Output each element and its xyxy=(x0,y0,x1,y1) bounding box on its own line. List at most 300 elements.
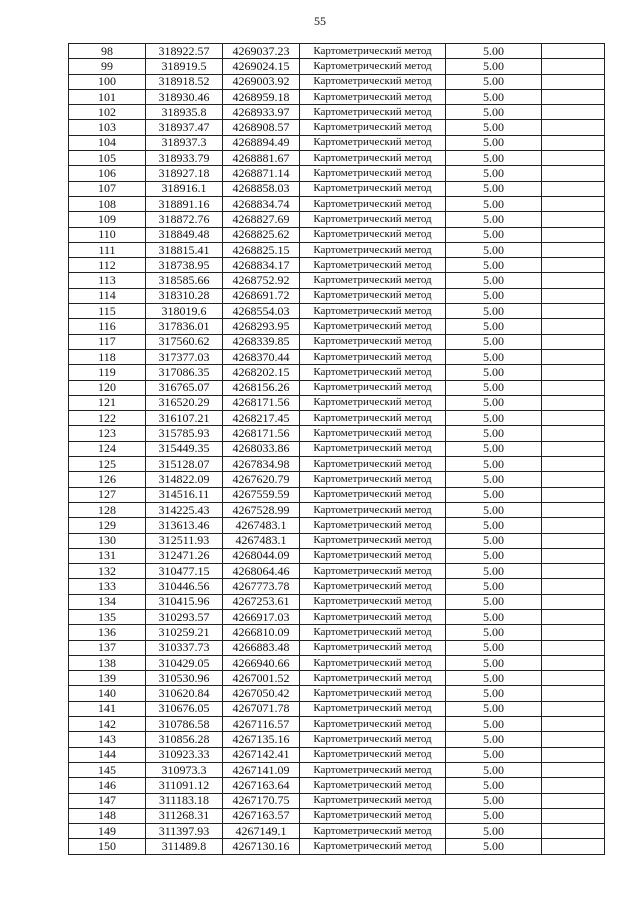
point-number-cell: 100 xyxy=(69,74,146,89)
note-cell xyxy=(542,671,605,686)
point-number-cell: 118 xyxy=(69,349,146,364)
y-coordinate-cell: 4268064.46 xyxy=(223,564,300,579)
page-number: 55 xyxy=(314,14,326,28)
table-row xyxy=(69,135,605,150)
table-row xyxy=(69,839,605,854)
accuracy-cell: 5.00 xyxy=(446,808,542,823)
method-cell: Картометрический метод xyxy=(300,808,446,823)
note-cell xyxy=(542,717,605,732)
accuracy-cell: 5.00 xyxy=(446,548,542,563)
method-cell: Картометрический метод xyxy=(300,717,446,732)
point-number-cell: 127 xyxy=(69,487,146,502)
y-coordinate-cell: 4268834.74 xyxy=(223,196,300,211)
accuracy-cell: 5.00 xyxy=(446,564,542,579)
method-cell: Картометрический метод xyxy=(300,747,446,762)
y-coordinate-cell: 4269024.15 xyxy=(223,59,300,74)
y-coordinate-cell: 4268959.18 xyxy=(223,89,300,104)
method-cell: Картометрический метод xyxy=(300,135,446,150)
x-coordinate-cell: 310259.21 xyxy=(146,625,223,640)
coordinates-table-body xyxy=(69,44,605,855)
y-coordinate-cell: 4268825.15 xyxy=(223,242,300,257)
method-cell: Картометрический метод xyxy=(300,395,446,410)
accuracy-cell: 5.00 xyxy=(446,44,542,59)
table-row xyxy=(69,288,605,303)
accuracy-cell: 5.00 xyxy=(446,625,542,640)
point-number-cell: 131 xyxy=(69,548,146,563)
table-row xyxy=(69,533,605,548)
accuracy-cell: 5.00 xyxy=(446,579,542,594)
point-number-cell: 140 xyxy=(69,686,146,701)
accuracy-cell: 5.00 xyxy=(446,594,542,609)
x-coordinate-cell: 318927.18 xyxy=(146,166,223,181)
point-number-cell: 126 xyxy=(69,472,146,487)
point-number-cell: 145 xyxy=(69,762,146,777)
y-coordinate-cell: 4268044.09 xyxy=(223,548,300,563)
y-coordinate-cell: 4268339.85 xyxy=(223,334,300,349)
method-cell: Картометрический метод xyxy=(300,304,446,319)
method-cell: Картометрический метод xyxy=(300,166,446,181)
accuracy-cell: 5.00 xyxy=(446,120,542,135)
note-cell xyxy=(542,288,605,303)
accuracy-cell: 5.00 xyxy=(446,395,542,410)
y-coordinate-cell: 4266940.66 xyxy=(223,655,300,670)
x-coordinate-cell: 317836.01 xyxy=(146,319,223,334)
method-cell: Картометрический метод xyxy=(300,441,446,456)
method-cell: Картометрический метод xyxy=(300,655,446,670)
x-coordinate-cell: 318935.8 xyxy=(146,105,223,120)
y-coordinate-cell: 4268217.45 xyxy=(223,411,300,426)
note-cell xyxy=(542,365,605,380)
y-coordinate-cell: 4268825.62 xyxy=(223,227,300,242)
y-coordinate-cell: 4268370.44 xyxy=(223,349,300,364)
point-number-cell: 119 xyxy=(69,365,146,380)
accuracy-cell: 5.00 xyxy=(446,304,542,319)
accuracy-cell: 5.00 xyxy=(446,105,542,120)
note-cell xyxy=(542,824,605,839)
method-cell: Картометрический метод xyxy=(300,59,446,74)
note-cell xyxy=(542,166,605,181)
accuracy-cell: 5.00 xyxy=(446,793,542,808)
accuracy-cell: 5.00 xyxy=(446,135,542,150)
accuracy-cell: 5.00 xyxy=(446,426,542,441)
point-number-cell: 138 xyxy=(69,655,146,670)
table-row xyxy=(69,824,605,839)
accuracy-cell: 5.00 xyxy=(446,441,542,456)
note-cell xyxy=(542,533,605,548)
method-cell: Картометрический метод xyxy=(300,640,446,655)
table-row xyxy=(69,273,605,288)
accuracy-cell: 5.00 xyxy=(446,89,542,104)
note-cell xyxy=(542,44,605,59)
method-cell: Картометрический метод xyxy=(300,839,446,854)
point-number-cell: 132 xyxy=(69,564,146,579)
accuracy-cell: 5.00 xyxy=(446,518,542,533)
point-number-cell: 122 xyxy=(69,411,146,426)
x-coordinate-cell: 310620.84 xyxy=(146,686,223,701)
note-cell xyxy=(542,472,605,487)
point-number-cell: 98 xyxy=(69,44,146,59)
accuracy-cell: 5.00 xyxy=(446,365,542,380)
point-number-cell: 128 xyxy=(69,502,146,517)
accuracy-cell: 5.00 xyxy=(446,151,542,166)
table-row xyxy=(69,59,605,74)
accuracy-cell: 5.00 xyxy=(446,487,542,502)
table-row xyxy=(69,640,605,655)
x-coordinate-cell: 316520.29 xyxy=(146,395,223,410)
method-cell: Картометрический метод xyxy=(300,793,446,808)
point-number-cell: 109 xyxy=(69,212,146,227)
y-coordinate-cell: 4268554.03 xyxy=(223,304,300,319)
method-cell: Картометрический метод xyxy=(300,212,446,227)
method-cell: Картометрический метод xyxy=(300,258,446,273)
y-coordinate-cell: 4268827.69 xyxy=(223,212,300,227)
accuracy-cell: 5.00 xyxy=(446,411,542,426)
point-number-cell: 123 xyxy=(69,426,146,441)
y-coordinate-cell: 4268881.67 xyxy=(223,151,300,166)
accuracy-cell: 5.00 xyxy=(446,457,542,472)
method-cell: Картометрический метод xyxy=(300,227,446,242)
table-row xyxy=(69,564,605,579)
x-coordinate-cell: 318585.66 xyxy=(146,273,223,288)
accuracy-cell: 5.00 xyxy=(446,701,542,716)
table-row xyxy=(69,242,605,257)
note-cell xyxy=(542,74,605,89)
table-row xyxy=(69,212,605,227)
method-cell: Картометрический метод xyxy=(300,625,446,640)
point-number-cell: 99 xyxy=(69,59,146,74)
y-coordinate-cell: 4269003.92 xyxy=(223,74,300,89)
note-cell xyxy=(542,151,605,166)
point-number-cell: 110 xyxy=(69,227,146,242)
method-cell: Картометрический метод xyxy=(300,120,446,135)
y-coordinate-cell: 4266810.09 xyxy=(223,625,300,640)
x-coordinate-cell: 311489.8 xyxy=(146,839,223,854)
accuracy-cell: 5.00 xyxy=(446,671,542,686)
table-row xyxy=(69,762,605,777)
method-cell: Картометрический метод xyxy=(300,196,446,211)
method-cell: Картометрический метод xyxy=(300,349,446,364)
note-cell xyxy=(542,839,605,854)
y-coordinate-cell: 4266883.48 xyxy=(223,640,300,655)
table-row xyxy=(69,89,605,104)
table-row xyxy=(69,411,605,426)
note-cell xyxy=(542,747,605,762)
x-coordinate-cell: 318310.28 xyxy=(146,288,223,303)
point-number-cell: 129 xyxy=(69,518,146,533)
x-coordinate-cell: 318918.52 xyxy=(146,74,223,89)
x-coordinate-cell: 310337.73 xyxy=(146,640,223,655)
y-coordinate-cell: 4267163.57 xyxy=(223,808,300,823)
method-cell: Картометрический метод xyxy=(300,609,446,624)
point-number-cell: 106 xyxy=(69,166,146,181)
point-number-cell: 112 xyxy=(69,258,146,273)
y-coordinate-cell: 4267483.1 xyxy=(223,533,300,548)
y-coordinate-cell: 4267163.64 xyxy=(223,778,300,793)
method-cell: Картометрический метод xyxy=(300,105,446,120)
note-cell xyxy=(542,258,605,273)
note-cell xyxy=(542,89,605,104)
note-cell xyxy=(542,395,605,410)
table-row xyxy=(69,487,605,502)
x-coordinate-cell: 310973.3 xyxy=(146,762,223,777)
note-cell xyxy=(542,105,605,120)
note-cell xyxy=(542,457,605,472)
note-cell xyxy=(542,594,605,609)
accuracy-cell: 5.00 xyxy=(446,502,542,517)
table-row xyxy=(69,120,605,135)
y-coordinate-cell: 4268171.56 xyxy=(223,395,300,410)
accuracy-cell: 5.00 xyxy=(446,288,542,303)
accuracy-cell: 5.00 xyxy=(446,839,542,854)
x-coordinate-cell: 310415.96 xyxy=(146,594,223,609)
table-row xyxy=(69,701,605,716)
table-row xyxy=(69,105,605,120)
method-cell: Картометрический метод xyxy=(300,151,446,166)
x-coordinate-cell: 318919.5 xyxy=(146,59,223,74)
note-cell xyxy=(542,518,605,533)
y-coordinate-cell: 4268933.97 xyxy=(223,105,300,120)
method-cell: Картометрический метод xyxy=(300,824,446,839)
table-row xyxy=(69,747,605,762)
point-number-cell: 120 xyxy=(69,380,146,395)
point-number-cell: 125 xyxy=(69,457,146,472)
method-cell: Картометрический метод xyxy=(300,564,446,579)
x-coordinate-cell: 318916.1 xyxy=(146,181,223,196)
x-coordinate-cell: 318738.95 xyxy=(146,258,223,273)
accuracy-cell: 5.00 xyxy=(446,655,542,670)
x-coordinate-cell: 310786.58 xyxy=(146,717,223,732)
note-cell xyxy=(542,380,605,395)
point-number-cell: 142 xyxy=(69,717,146,732)
table-row xyxy=(69,426,605,441)
point-number-cell: 115 xyxy=(69,304,146,319)
y-coordinate-cell: 4268752.92 xyxy=(223,273,300,288)
method-cell: Картометрический метод xyxy=(300,457,446,472)
table-row xyxy=(69,395,605,410)
point-number-cell: 148 xyxy=(69,808,146,823)
x-coordinate-cell: 316107.21 xyxy=(146,411,223,426)
accuracy-cell: 5.00 xyxy=(446,242,542,257)
y-coordinate-cell: 4267130.16 xyxy=(223,839,300,854)
table-row xyxy=(69,778,605,793)
note-cell xyxy=(542,640,605,655)
accuracy-cell: 5.00 xyxy=(446,686,542,701)
method-cell: Картометрический метод xyxy=(300,594,446,609)
y-coordinate-cell: 4268293.95 xyxy=(223,319,300,334)
x-coordinate-cell: 312511.93 xyxy=(146,533,223,548)
accuracy-cell: 5.00 xyxy=(446,196,542,211)
note-cell xyxy=(542,625,605,640)
point-number-cell: 139 xyxy=(69,671,146,686)
method-cell: Картометрический метод xyxy=(300,548,446,563)
y-coordinate-cell: 4267001.52 xyxy=(223,671,300,686)
table-row xyxy=(69,380,605,395)
method-cell: Картометрический метод xyxy=(300,380,446,395)
note-cell xyxy=(542,212,605,227)
x-coordinate-cell: 316765.07 xyxy=(146,380,223,395)
accuracy-cell: 5.00 xyxy=(446,74,542,89)
point-number-cell: 113 xyxy=(69,273,146,288)
x-coordinate-cell: 318937.47 xyxy=(146,120,223,135)
y-coordinate-cell: 4267528.99 xyxy=(223,502,300,517)
table-row xyxy=(69,334,605,349)
accuracy-cell: 5.00 xyxy=(446,824,542,839)
note-cell xyxy=(542,426,605,441)
x-coordinate-cell: 318930.46 xyxy=(146,89,223,104)
x-coordinate-cell: 317377.03 xyxy=(146,349,223,364)
accuracy-cell: 5.00 xyxy=(446,778,542,793)
table-row xyxy=(69,732,605,747)
point-number-cell: 105 xyxy=(69,151,146,166)
note-cell xyxy=(542,120,605,135)
y-coordinate-cell: 4267135.16 xyxy=(223,732,300,747)
x-coordinate-cell: 310429.05 xyxy=(146,655,223,670)
point-number-cell: 136 xyxy=(69,625,146,640)
table-row xyxy=(69,349,605,364)
method-cell: Картометрический метод xyxy=(300,365,446,380)
note-cell xyxy=(542,778,605,793)
table-row xyxy=(69,808,605,823)
accuracy-cell: 5.00 xyxy=(446,717,542,732)
table-row xyxy=(69,609,605,624)
note-cell xyxy=(542,349,605,364)
accuracy-cell: 5.00 xyxy=(446,319,542,334)
x-coordinate-cell: 318849.48 xyxy=(146,227,223,242)
accuracy-cell: 5.00 xyxy=(446,258,542,273)
method-cell: Картометрический метод xyxy=(300,426,446,441)
table-row xyxy=(69,166,605,181)
method-cell: Картометрический метод xyxy=(300,579,446,594)
y-coordinate-cell: 4268033.86 xyxy=(223,441,300,456)
x-coordinate-cell: 318019.6 xyxy=(146,304,223,319)
note-cell xyxy=(542,304,605,319)
accuracy-cell: 5.00 xyxy=(446,227,542,242)
x-coordinate-cell: 310676.05 xyxy=(146,701,223,716)
accuracy-cell: 5.00 xyxy=(446,334,542,349)
accuracy-cell: 5.00 xyxy=(446,472,542,487)
point-number-cell: 134 xyxy=(69,594,146,609)
point-number-cell: 130 xyxy=(69,533,146,548)
table-row xyxy=(69,579,605,594)
y-coordinate-cell: 4268858.03 xyxy=(223,181,300,196)
note-cell xyxy=(542,579,605,594)
x-coordinate-cell: 314225.43 xyxy=(146,502,223,517)
point-number-cell: 143 xyxy=(69,732,146,747)
accuracy-cell: 5.00 xyxy=(446,181,542,196)
x-coordinate-cell: 311183.18 xyxy=(146,793,223,808)
point-number-cell: 116 xyxy=(69,319,146,334)
table-row xyxy=(69,717,605,732)
table-row xyxy=(69,472,605,487)
y-coordinate-cell: 4267620.79 xyxy=(223,472,300,487)
method-cell: Картометрический метод xyxy=(300,181,446,196)
x-coordinate-cell: 318872.76 xyxy=(146,212,223,227)
method-cell: Картометрический метод xyxy=(300,518,446,533)
accuracy-cell: 5.00 xyxy=(446,640,542,655)
y-coordinate-cell: 4268171.56 xyxy=(223,426,300,441)
note-cell xyxy=(542,441,605,456)
method-cell: Картометрический метод xyxy=(300,487,446,502)
table-row xyxy=(69,625,605,640)
note-cell xyxy=(542,564,605,579)
point-number-cell: 141 xyxy=(69,701,146,716)
x-coordinate-cell: 318922.57 xyxy=(146,44,223,59)
y-coordinate-cell: 4267149.1 xyxy=(223,824,300,839)
accuracy-cell: 5.00 xyxy=(446,273,542,288)
accuracy-cell: 5.00 xyxy=(446,732,542,747)
point-number-cell: 121 xyxy=(69,395,146,410)
x-coordinate-cell: 318891.16 xyxy=(146,196,223,211)
table-row xyxy=(69,365,605,380)
table-row xyxy=(69,74,605,89)
x-coordinate-cell: 315785.93 xyxy=(146,426,223,441)
table-row xyxy=(69,594,605,609)
point-number-cell: 137 xyxy=(69,640,146,655)
x-coordinate-cell: 310530.96 xyxy=(146,671,223,686)
table-row xyxy=(69,304,605,319)
y-coordinate-cell: 4268908.57 xyxy=(223,120,300,135)
y-coordinate-cell: 4267559.59 xyxy=(223,487,300,502)
method-cell: Картометрический метод xyxy=(300,319,446,334)
point-number-cell: 124 xyxy=(69,441,146,456)
note-cell xyxy=(542,411,605,426)
y-coordinate-cell: 4267170.75 xyxy=(223,793,300,808)
y-coordinate-cell: 4267141.09 xyxy=(223,762,300,777)
accuracy-cell: 5.00 xyxy=(446,747,542,762)
point-number-cell: 101 xyxy=(69,89,146,104)
y-coordinate-cell: 4267834.98 xyxy=(223,457,300,472)
method-cell: Картометрический метод xyxy=(300,686,446,701)
note-cell xyxy=(542,609,605,624)
x-coordinate-cell: 317560.62 xyxy=(146,334,223,349)
table-row xyxy=(69,793,605,808)
note-cell xyxy=(542,732,605,747)
x-coordinate-cell: 311397.93 xyxy=(146,824,223,839)
y-coordinate-cell: 4268156.26 xyxy=(223,380,300,395)
table-row xyxy=(69,548,605,563)
x-coordinate-cell: 310923.33 xyxy=(146,747,223,762)
point-number-cell: 150 xyxy=(69,839,146,854)
x-coordinate-cell: 310446.56 xyxy=(146,579,223,594)
point-number-cell: 149 xyxy=(69,824,146,839)
point-number-cell: 147 xyxy=(69,793,146,808)
note-cell xyxy=(542,808,605,823)
table-row xyxy=(69,457,605,472)
y-coordinate-cell: 4268691.72 xyxy=(223,288,300,303)
accuracy-cell: 5.00 xyxy=(446,212,542,227)
x-coordinate-cell: 318933.79 xyxy=(146,151,223,166)
table-row xyxy=(69,686,605,701)
accuracy-cell: 5.00 xyxy=(446,762,542,777)
note-cell xyxy=(542,242,605,257)
point-number-cell: 114 xyxy=(69,288,146,303)
y-coordinate-cell: 4268871.14 xyxy=(223,166,300,181)
note-cell xyxy=(542,59,605,74)
note-cell xyxy=(542,273,605,288)
table-row xyxy=(69,671,605,686)
note-cell xyxy=(542,655,605,670)
method-cell: Картометрический метод xyxy=(300,334,446,349)
method-cell: Картометрический метод xyxy=(300,472,446,487)
note-cell xyxy=(542,548,605,563)
table-row xyxy=(69,196,605,211)
y-coordinate-cell: 4267483.1 xyxy=(223,518,300,533)
table-row xyxy=(69,151,605,166)
note-cell xyxy=(542,701,605,716)
table-row xyxy=(69,181,605,196)
x-coordinate-cell: 310477.15 xyxy=(146,564,223,579)
y-coordinate-cell: 4268894.49 xyxy=(223,135,300,150)
